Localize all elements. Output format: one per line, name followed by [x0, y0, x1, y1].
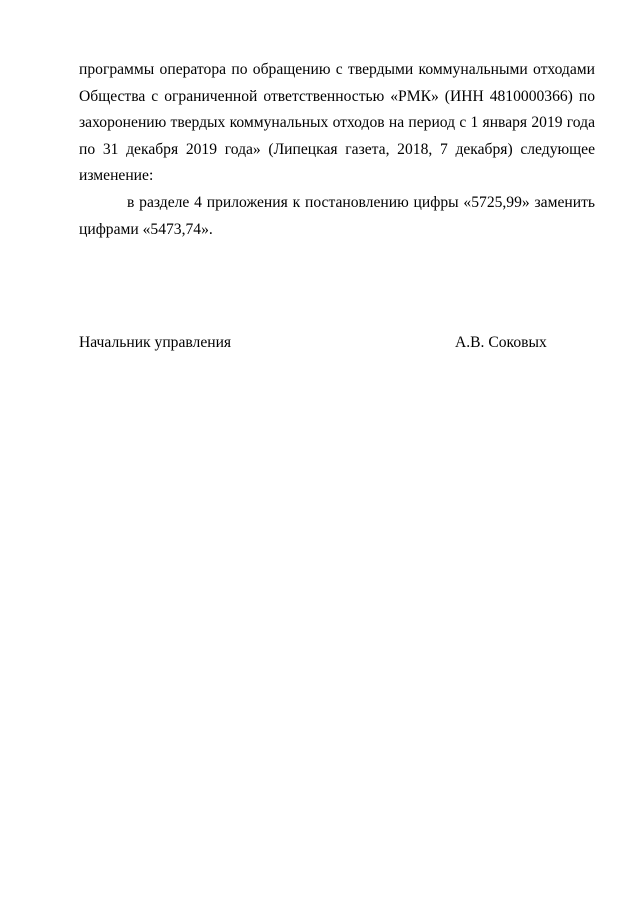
signatory-name: А.В. Соковых — [455, 334, 547, 351]
signatory-role: Начальник управления — [79, 334, 232, 351]
paragraph-amendment-change: в разделе 4 приложения к постановлению цифры «5725,99» заменить цифрами «5473,74». — [79, 194, 595, 238]
paragraph-amendment-context: программы оператора по обращению с твердыми коммунальными отходами Общества с ограниченной ответственностью «РМК» (ИНН 4810000366) по захоронению твердых коммунальных отходов на период с 1 января 2019 года по 31 декабря 2019 года» (Липецкая газета, 2018, 7 декабря) следующее изменение: — [79, 61, 595, 185]
